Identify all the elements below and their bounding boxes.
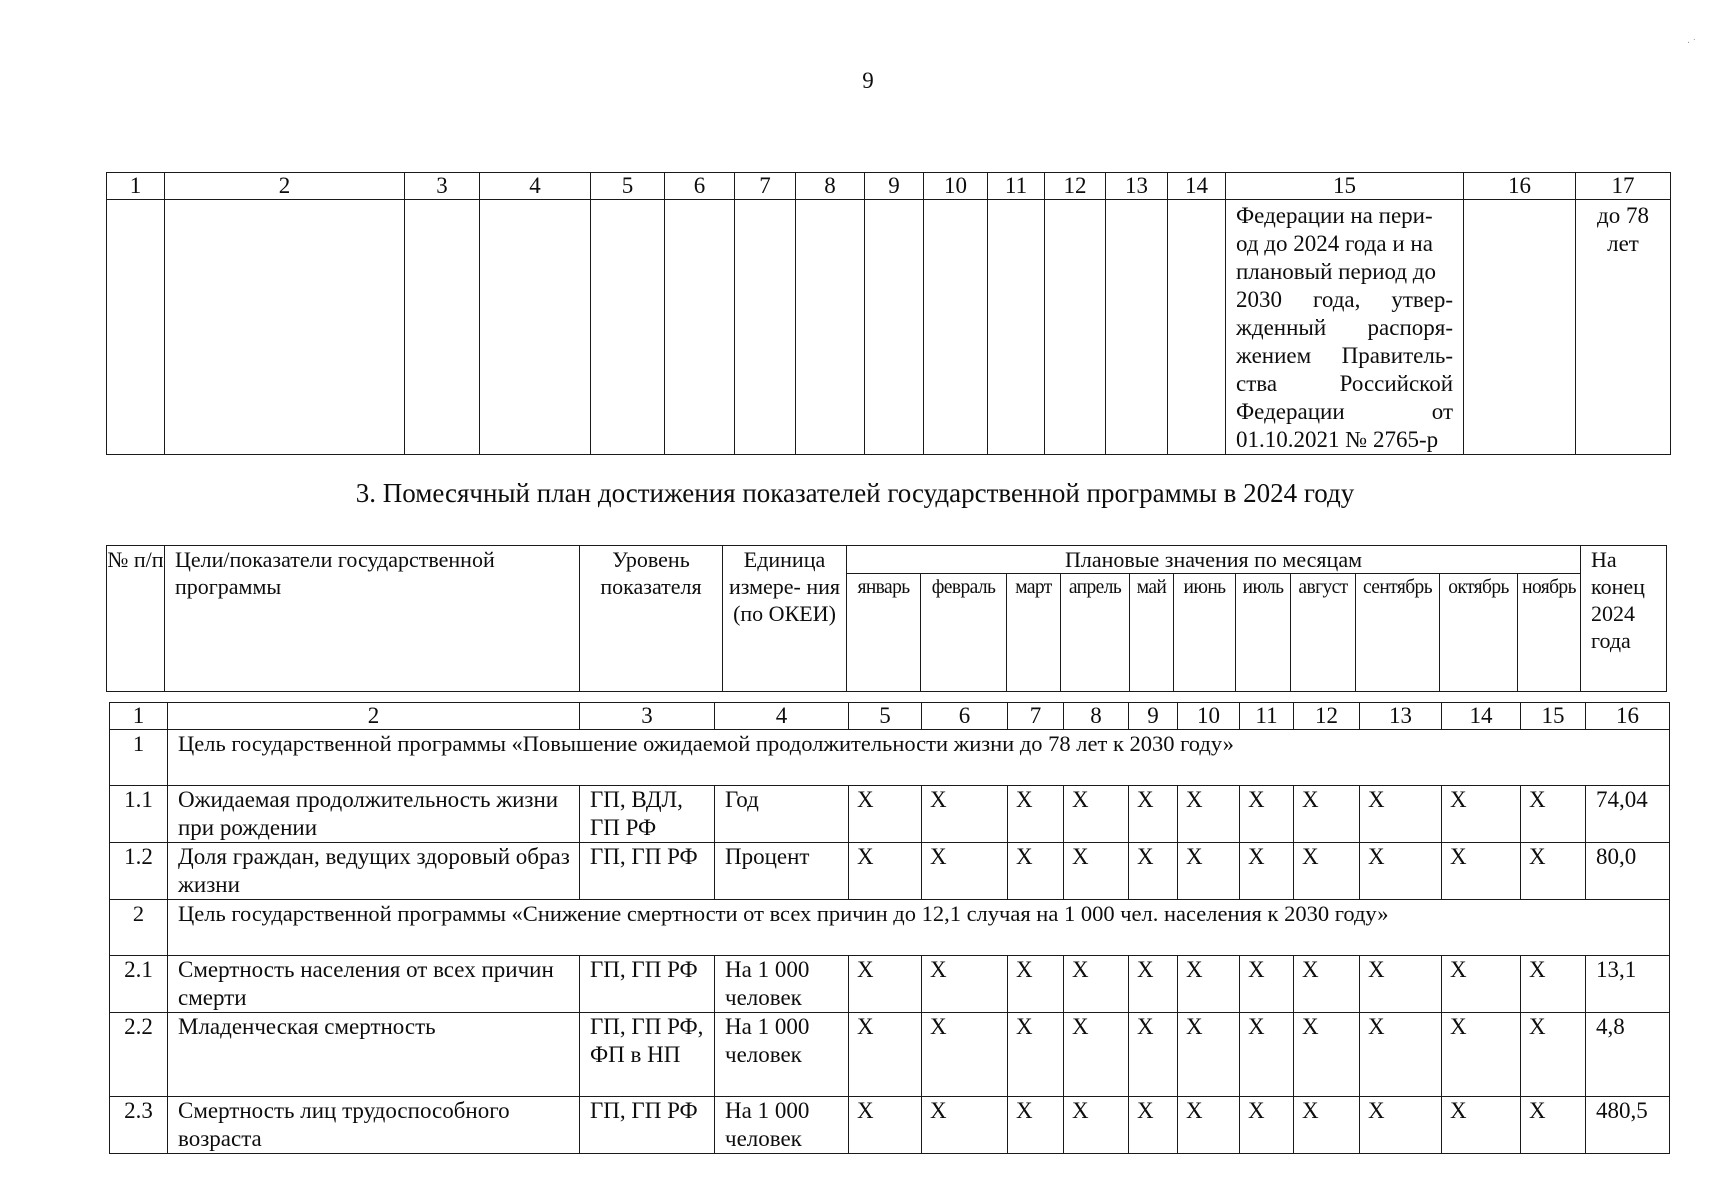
month-value: X — [1294, 1013, 1360, 1097]
indicator-name: Ожидаемая продолжительность жизни при рождении — [168, 786, 580, 843]
month-value: X — [1129, 843, 1178, 900]
month-value: X — [1129, 786, 1178, 843]
month-value: X — [1064, 843, 1129, 900]
month-value: X — [1360, 786, 1442, 843]
column-number: 1 — [107, 173, 165, 200]
month-value: X — [1360, 843, 1442, 900]
month-header: июнь — [1174, 574, 1236, 692]
column-number: 11 — [988, 173, 1045, 200]
column-number: 8 — [796, 173, 865, 200]
month-value: X — [1240, 956, 1294, 1013]
text-line: Федерации на пери- — [1236, 203, 1433, 228]
month-header: апрель — [1061, 574, 1130, 692]
column-number: 3 — [405, 173, 480, 200]
month-value: X — [922, 1013, 1008, 1097]
end-of-year-value: 80,0 — [1586, 843, 1670, 900]
month-value: X — [849, 1097, 922, 1154]
empty-cell — [591, 200, 665, 455]
month-value: X — [1129, 1013, 1178, 1097]
month-value: X — [1294, 843, 1360, 900]
row-number: 1.2 — [110, 843, 168, 900]
month-value: X — [1294, 956, 1360, 1013]
column-number: 10 — [924, 173, 988, 200]
month-value: X — [1064, 956, 1129, 1013]
month-value: X — [1360, 1097, 1442, 1154]
empty-cell — [480, 200, 591, 455]
target-value-cell — [1576, 200, 1671, 455]
text-line: жением Правитель- — [1236, 343, 1453, 368]
month-value: X — [1521, 786, 1586, 843]
column-number: 10 — [1178, 703, 1240, 730]
month-value: X — [1442, 956, 1521, 1013]
month-header: июль — [1236, 574, 1291, 692]
end-of-year-value: 13,1 — [1586, 956, 1670, 1013]
indicator-unit: Процент — [715, 843, 849, 900]
month-value: X — [922, 956, 1008, 1013]
column-number: 16 — [1586, 703, 1670, 730]
column-number: 3 — [580, 703, 715, 730]
header-end-of-year: На конец 2024 года — [1581, 546, 1667, 692]
month-value: X — [849, 843, 922, 900]
month-value: X — [1129, 956, 1178, 1013]
month-value: X — [1178, 786, 1240, 843]
month-value: X — [1129, 1097, 1178, 1154]
month-value: X — [1064, 1097, 1129, 1154]
column-number: 16 — [1464, 173, 1576, 200]
row-number: 2 — [110, 900, 168, 956]
indicator-name: Смертность населения от всех причин смерти — [168, 956, 580, 1013]
empty-cell — [735, 200, 796, 455]
empty-cell — [1106, 200, 1168, 455]
document-reference-cell — [1226, 200, 1464, 455]
row-number: 2.2 — [110, 1013, 168, 1097]
indicator-level: ГП, ГП РФ — [580, 956, 715, 1013]
empty-cell — [1168, 200, 1226, 455]
column-number: 14 — [1442, 703, 1521, 730]
month-value: X — [1178, 956, 1240, 1013]
column-number: 12 — [1294, 703, 1360, 730]
indicator-row — [110, 1097, 1670, 1154]
month-value: X — [1521, 956, 1586, 1013]
month-value: X — [1008, 1097, 1064, 1154]
indicator-unit: На 1 000 человек — [715, 956, 849, 1013]
indicator-name: Смертность лиц трудоспособного возраста — [168, 1097, 580, 1154]
end-of-year-value: 74,04 — [1586, 786, 1670, 843]
column-number: 17 — [1576, 173, 1671, 200]
month-value: X — [1521, 1097, 1586, 1154]
header-level: Уровень показателя — [580, 546, 723, 692]
month-value: X — [1240, 1013, 1294, 1097]
column-number: 13 — [1106, 173, 1168, 200]
month-value: X — [1178, 843, 1240, 900]
column-number: 8 — [1064, 703, 1129, 730]
month-value: X — [1240, 843, 1294, 900]
indicator-level: ГП, ГП РФ, ФП в НП — [580, 1013, 715, 1097]
column-number: 11 — [1240, 703, 1294, 730]
empty-cell — [665, 200, 735, 455]
empty-cell — [865, 200, 924, 455]
month-value: X — [1442, 843, 1521, 900]
month-value: X — [1178, 1097, 1240, 1154]
empty-cell — [1464, 200, 1576, 455]
scan-mark: · ˙ — [1686, 38, 1696, 49]
month-value: X — [849, 956, 922, 1013]
plan-header-table — [106, 545, 1667, 692]
column-number: 15 — [1521, 703, 1586, 730]
column-number: 14 — [1168, 173, 1226, 200]
column-number: 15 — [1226, 173, 1464, 200]
goal-row — [110, 900, 1670, 956]
column-number: 1 — [110, 703, 168, 730]
month-value: X — [1521, 843, 1586, 900]
month-value: X — [922, 786, 1008, 843]
column-number: 6 — [665, 173, 735, 200]
month-value: X — [849, 786, 922, 843]
text-line: до 78 — [1597, 203, 1649, 228]
text-line: плановый период до — [1236, 259, 1436, 284]
goal-text: Цель государственной программы «Повышение ожидаемой продолжительности жизни до 78 лет к 2030 году» — [168, 730, 1670, 786]
header-goals: Цели/показатели государственной программы — [165, 546, 580, 692]
month-value: X — [1294, 1097, 1360, 1154]
month-value: X — [1064, 1013, 1129, 1097]
text-line: Федерации от — [1236, 399, 1453, 424]
text-line: жденный распоря- — [1236, 315, 1453, 340]
month-value: X — [1178, 1013, 1240, 1097]
column-number: 7 — [735, 173, 796, 200]
goal-text: Цель государственной программы «Снижение смертности от всех причин до 12,1 случая на 1 000 чел. населения к 2030 году» — [168, 900, 1670, 956]
month-value: X — [1008, 786, 1064, 843]
indicator-name: Младенческая смертность — [168, 1013, 580, 1097]
text-line: ства Российской — [1236, 371, 1453, 396]
indicator-row — [110, 956, 1670, 1013]
month-value: X — [922, 843, 1008, 900]
section-title: 3. Помесячный план достижения показателей государственной программы в 2024 году — [355, 478, 1355, 508]
header-planned-values: Плановые значения по месяцам — [847, 546, 1581, 574]
month-header: май — [1130, 574, 1174, 692]
month-value: X — [1442, 1013, 1521, 1097]
column-number: 4 — [480, 173, 591, 200]
indicator-unit: На 1 000 человек — [715, 1013, 849, 1097]
month-value: X — [922, 1097, 1008, 1154]
month-value: X — [1008, 843, 1064, 900]
text-line: 01.10.2021 № 2765-р — [1236, 427, 1439, 452]
end-of-year-value: 480,5 — [1586, 1097, 1670, 1154]
month-value: X — [1521, 1013, 1586, 1097]
empty-cell — [796, 200, 865, 455]
month-value: X — [1240, 1097, 1294, 1154]
column-number: 9 — [1129, 703, 1178, 730]
indicator-level: ГП, ВДЛ, ГП РФ — [580, 786, 715, 843]
month-header: сентябрь — [1356, 574, 1440, 692]
header-number: № п/п — [107, 546, 165, 692]
column-number: 13 — [1360, 703, 1442, 730]
text-line: лет — [1607, 231, 1639, 256]
indicator-level: ГП, ГП РФ — [580, 843, 715, 900]
column-number: 7 — [1008, 703, 1064, 730]
month-value: X — [1294, 786, 1360, 843]
text-line: 2030 года, утвер- — [1236, 287, 1453, 312]
month-value: X — [1442, 1097, 1521, 1154]
indicator-row — [110, 843, 1670, 900]
column-number: 5 — [849, 703, 922, 730]
month-value: X — [1442, 786, 1521, 843]
empty-cell — [988, 200, 1045, 455]
header-unit: Единица измере- ния (по ОКЕИ) — [723, 546, 847, 692]
month-value: X — [1360, 1013, 1442, 1097]
row-number: 1.1 — [110, 786, 168, 843]
column-number: 6 — [922, 703, 1008, 730]
column-number: 2 — [165, 173, 405, 200]
column-number: 12 — [1045, 173, 1106, 200]
indicator-unit: На 1 000 человек — [715, 1097, 849, 1154]
month-header: август — [1291, 574, 1356, 692]
month-value: X — [1008, 956, 1064, 1013]
month-value: X — [1240, 786, 1294, 843]
column-number: 2 — [168, 703, 580, 730]
column-number: 9 — [865, 173, 924, 200]
month-value: X — [1008, 1013, 1064, 1097]
indicator-name: Доля граждан, ведущих здоровый образ жизни — [168, 843, 580, 900]
empty-cell — [405, 200, 480, 455]
month-header: октябрь — [1440, 574, 1518, 692]
page-number: 9 — [862, 68, 874, 93]
plan-data-table — [109, 702, 1670, 1154]
indicator-unit: Год — [715, 786, 849, 843]
column-number: 5 — [591, 173, 665, 200]
indicator-row — [110, 786, 1670, 843]
month-value: X — [1360, 956, 1442, 1013]
empty-cell — [165, 200, 405, 455]
empty-cell — [924, 200, 988, 455]
row-number: 1 — [110, 730, 168, 786]
continuation-table — [106, 172, 1671, 455]
month-value: X — [849, 1013, 922, 1097]
month-value: X — [1064, 786, 1129, 843]
goal-row — [110, 730, 1670, 786]
row-number: 2.1 — [110, 956, 168, 1013]
indicator-level: ГП, ГП РФ — [580, 1097, 715, 1154]
empty-cell — [1045, 200, 1106, 455]
indicator-row — [110, 1013, 1670, 1097]
column-number: 4 — [715, 703, 849, 730]
month-header: ноябрь — [1518, 574, 1581, 692]
month-header: март — [1007, 574, 1061, 692]
text-line: од до 2024 года и на — [1236, 231, 1433, 256]
month-header: январь — [847, 574, 921, 692]
end-of-year-value: 4,8 — [1586, 1013, 1670, 1097]
row-number: 2.3 — [110, 1097, 168, 1154]
empty-cell — [107, 200, 165, 455]
month-header: февраль — [921, 574, 1007, 692]
